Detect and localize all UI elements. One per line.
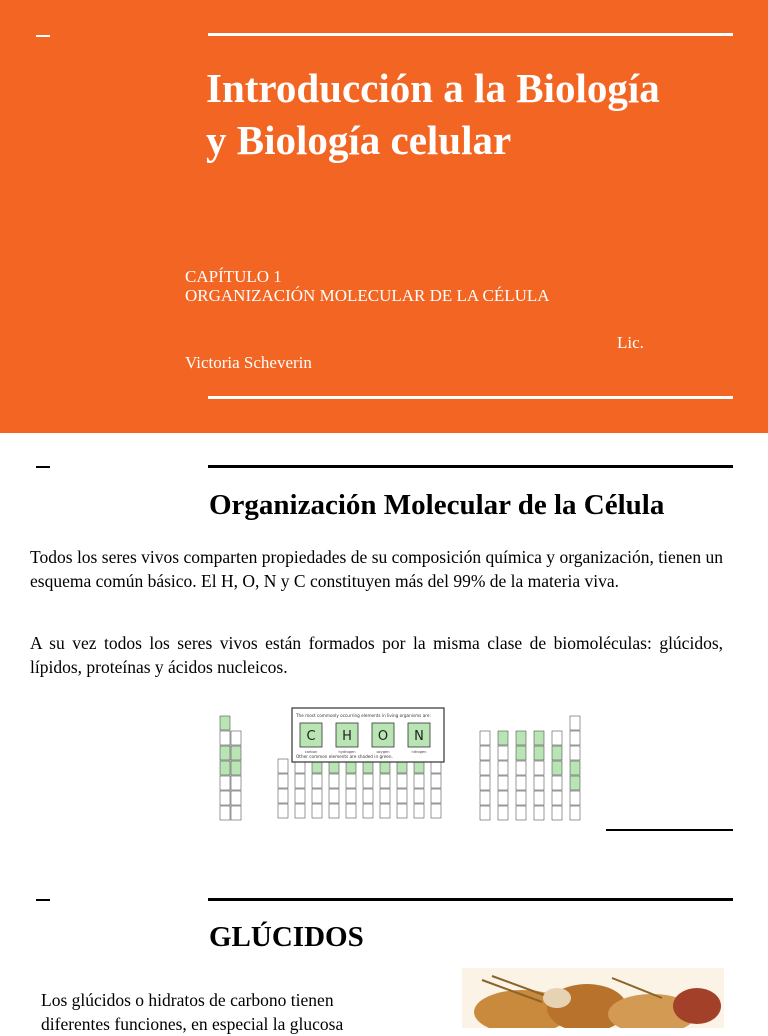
element-cell <box>312 774 322 788</box>
element-cell <box>363 774 373 788</box>
title-slide <box>0 0 768 433</box>
element-cell <box>570 731 580 745</box>
glucidos-text: Los glúcidos o hidratos de carbono tienen diferentes funciones, en especial la glucosa <box>41 990 344 1034</box>
side-rule <box>606 829 733 831</box>
element-cell <box>380 774 390 788</box>
bread-grain-image <box>462 968 724 1028</box>
legend-note: Other common elements are shaded in green. <box>296 754 393 759</box>
chon-name: hydrogen <box>338 750 356 754</box>
element-cell <box>278 759 288 773</box>
element-cell <box>570 776 580 790</box>
element-cell <box>480 761 490 775</box>
paragraph-biomolecules: A su vez todos los seres vivos están formados por la misma clase de biomoléculas: glúcidos, lípidos, proteínas y ácidos nucleicos. <box>30 633 723 677</box>
paragraph-composition: Todos los seres vivos comparten propiedades de su composición química y organización, tienen un esquema común básico. El H, O, N y C constituyen más del 99% de la materia viva. <box>30 547 723 591</box>
chapter-block <box>185 267 550 305</box>
chon-name: carbon <box>304 750 318 754</box>
element-cell <box>312 789 322 803</box>
author-name: Victoria Scheverin <box>185 353 312 372</box>
element-cell <box>480 731 490 745</box>
element-cell <box>397 789 407 803</box>
element-cell <box>220 791 230 805</box>
slide-title <box>206 62 746 166</box>
element-cell <box>414 789 424 803</box>
element-cell <box>380 804 390 818</box>
element-cell <box>480 746 490 760</box>
chon-name: nitrogen <box>411 750 427 754</box>
element-cell <box>220 761 230 775</box>
element-cell <box>414 804 424 818</box>
element-cell <box>231 746 241 760</box>
element-cell <box>516 746 526 760</box>
element-cell <box>534 806 544 820</box>
top-rule <box>208 898 733 901</box>
element-cell <box>220 716 230 730</box>
element-cell <box>346 774 356 788</box>
element-cell <box>231 776 241 790</box>
element-cell <box>552 791 562 805</box>
element-cell <box>516 776 526 790</box>
element-cell <box>346 804 356 818</box>
element-cell <box>570 716 580 730</box>
element-cell <box>231 761 241 775</box>
element-cell <box>295 789 305 803</box>
element-cell <box>552 746 562 760</box>
slide-marker <box>36 466 50 468</box>
element-cell <box>498 731 508 745</box>
chon-symbol: H <box>342 729 352 744</box>
element-cell <box>278 774 288 788</box>
element-cell <box>498 776 508 790</box>
element-cell <box>363 804 373 818</box>
element-cell <box>480 791 490 805</box>
element-cell <box>552 776 562 790</box>
element-cell <box>534 761 544 775</box>
element-cell <box>220 806 230 820</box>
title-line-1: Introducción a la Biología <box>206 65 660 111</box>
element-cell <box>295 774 305 788</box>
element-cell <box>480 806 490 820</box>
bottom-rule <box>208 396 733 399</box>
element-cell <box>397 804 407 818</box>
slide-marker <box>36 899 50 901</box>
element-cell <box>498 746 508 760</box>
chapter-subtitle: ORGANIZACIÓN MOLECULAR DE LA CÉLULA <box>185 286 550 305</box>
element-cell <box>329 804 339 818</box>
element-cell <box>498 806 508 820</box>
slide-marker <box>36 35 50 37</box>
element-cell <box>498 761 508 775</box>
element-cell <box>552 806 562 820</box>
element-cell <box>380 789 390 803</box>
element-cell <box>480 776 490 790</box>
element-cell <box>516 791 526 805</box>
element-cell <box>534 746 544 760</box>
element-cell <box>570 791 580 805</box>
element-cell <box>414 774 424 788</box>
periodic-table-figure <box>210 696 600 856</box>
element-cell <box>431 789 441 803</box>
chapter-label: CAPÍTULO 1 <box>185 267 282 286</box>
top-rule <box>208 465 733 468</box>
element-cell <box>397 774 407 788</box>
element-cell <box>231 806 241 820</box>
element-cell <box>231 791 241 805</box>
element-cell <box>534 731 544 745</box>
element-cell <box>516 731 526 745</box>
element-cell <box>295 804 305 818</box>
element-cell <box>498 791 508 805</box>
element-cell <box>346 789 356 803</box>
element-cell <box>220 746 230 760</box>
element-cell <box>220 731 230 745</box>
element-cell <box>516 761 526 775</box>
element-cell <box>516 806 526 820</box>
chon-symbol: C <box>306 729 316 744</box>
legend-title: The most commonly occurring elements in living organisms are: <box>296 713 431 718</box>
chon-symbol: N <box>414 729 424 744</box>
element-cell <box>329 789 339 803</box>
element-cell <box>431 804 441 818</box>
chon-symbol: O <box>377 729 389 744</box>
title-line-2: y Biología celular <box>206 117 512 163</box>
element-cell <box>570 761 580 775</box>
element-cell <box>363 789 373 803</box>
chon-name: oxygen <box>376 750 390 754</box>
element-cell <box>431 774 441 788</box>
element-cell <box>220 776 230 790</box>
section-title: Organización Molecular de la Célula <box>209 489 665 521</box>
element-cell <box>552 761 562 775</box>
element-cell <box>534 791 544 805</box>
element-cell <box>278 789 288 803</box>
element-cell <box>534 776 544 790</box>
element-cell <box>278 804 288 818</box>
element-cell <box>329 774 339 788</box>
element-cell <box>312 804 322 818</box>
top-rule <box>208 33 733 36</box>
element-cell <box>231 731 241 745</box>
element-cell <box>552 731 562 745</box>
element-cell <box>570 806 580 820</box>
author-prefix: Lic. <box>617 333 644 352</box>
section-title: GLÚCIDOS <box>209 921 364 953</box>
element-cell <box>570 746 580 760</box>
